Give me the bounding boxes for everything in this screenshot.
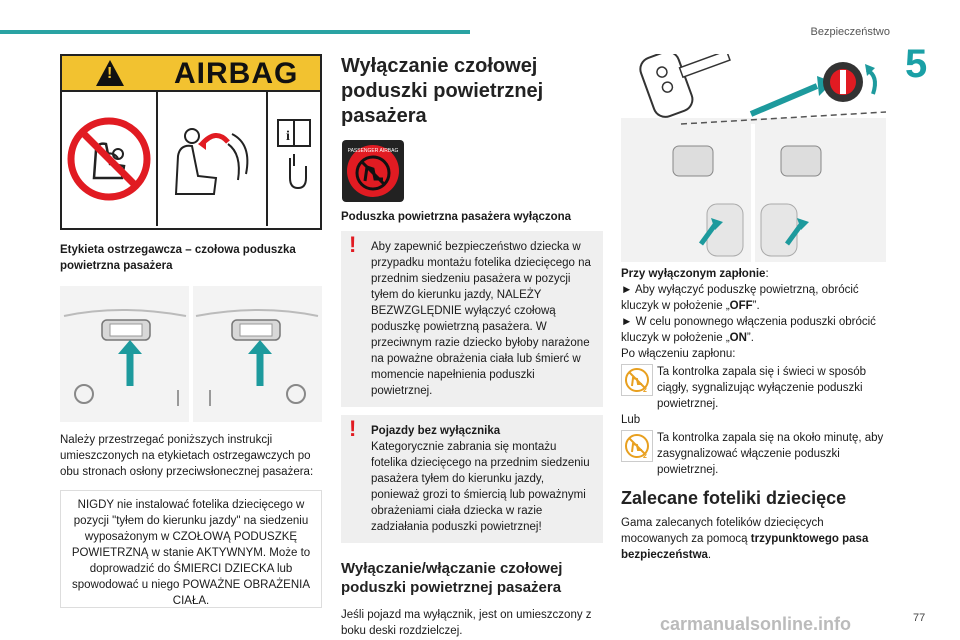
- airbag-warning-label: [60, 54, 322, 230]
- airbag-switch-illustration: [621, 54, 886, 262]
- child-seat-warning: NIGDY nie instalować fotelika dziecięcego w pozycji "tyłem do kierunku jazdy" na siedzeniu wyposażonym w CZOŁOWĄ PODUSZKĘ POWIETRZNĄ w stanie AKTYWNYM. Może to doprowadzić do ŚMIERCI DZIECKA lub spowodować u niego POWAŻNE OBRAŻENIA CIAŁA.: [60, 490, 322, 608]
- label-caption: Etykieta ostrzegawcza – czołowa poduszka powietrzna pasażera: [60, 244, 296, 272]
- page-number: 77: [913, 612, 926, 624]
- ignition-off-text: Przy wyłączonym zapłonie:: [621, 268, 769, 280]
- switch-location-text: Jeśli pojazd ma wyłącznik, jest on umieszczony z boku deski rozdzielczej.: [341, 609, 592, 637]
- sun-visor-illustration: [60, 286, 322, 422]
- svg-text:2: 2: [643, 453, 647, 460]
- indicator-on-text: Ta kontrolka zapala się na około minutę, aby zasygnalizować włączenie poduszki powietrznej.: [657, 432, 884, 476]
- after-ignition-text: Po włączeniu zapłonu:: [621, 348, 736, 360]
- indicator-row-on: [621, 430, 886, 478]
- airbag-label-header: ! AIRBAG: [62, 56, 320, 92]
- passenger-airbag-off-icon: [341, 139, 405, 203]
- airbag-off-caption: Poduszka powietrzna pasażera wyłączona: [341, 211, 572, 223]
- warning-icon: !: [349, 232, 357, 257]
- indicator-row-off: [621, 364, 886, 412]
- or-text: Lub: [621, 414, 641, 426]
- svg-text:i: i: [286, 129, 290, 144]
- watermark: carmanualsonline.info: [660, 614, 852, 634]
- recommended-seats-title: Zalecane foteliki dziecięce: [621, 488, 847, 508]
- step-disable: ► Aby wyłączyć poduszkę powietrzną, obrócić kluczyk w położenie „OFF”.: [621, 284, 859, 312]
- indicator-off-text: Ta kontrolka zapala się i świeci w sposób ciągły, sygnalizując wyłączenie poduszki powietrznej.: [657, 366, 867, 410]
- section-title: Bezpieczeństwo: [810, 26, 890, 38]
- no-switch-text: Kategorycznie zabrania się montażu fotelika dziecięcego na przednim siedzeniu pasażera tyłem do kierunku jazdy, ponieważ grozi to śmiercią lub poważnymi obrażeniami ciała dziecka w razie zadziałania poduszki powietrznej!: [371, 441, 590, 533]
- airbag-disable-title: Wyłączanie czołowej poduszki powietrznej pasażera: [341, 55, 544, 127]
- airbag-on-warning-light-icon: [621, 430, 653, 462]
- read-manual-icon: [268, 92, 320, 226]
- column-right: [621, 54, 886, 563]
- safety-note-text: Aby zapewnić bezpieczeństwo dziecka w przypadku montażu fotelika dziecięcego na przednim siedzeniu pasażera w pozycji tyłem do kierunku jazdy, NALEŻY BEZWZGLĘDNIE wyłączyć czołową poduszkę powietrzną pasażera. W przeciwnym razie dziecko byłoby narażone na poważne obrażenia ciała lub śmierć w momencie napełnienia poduszki powietrznej.: [371, 241, 591, 397]
- column-middle: [341, 54, 603, 639]
- chapter-number: 5: [905, 42, 928, 86]
- no-switch-title: Pojazdy bez wyłącznika: [371, 425, 501, 437]
- airbag-deploy-icon: [158, 92, 268, 226]
- column-left: [60, 54, 322, 608]
- safety-note-box: [341, 231, 603, 407]
- warning-icon: !: [349, 416, 357, 441]
- svg-text:PASSENGER AIRBAG: PASSENGER AIRBAG: [347, 148, 399, 154]
- airbag-label-word: AIRBAG: [174, 57, 299, 90]
- step-enable: ► W celu ponownego włączenia poduszki obrócić kluczyk w położenie „ON”.: [621, 316, 876, 344]
- no-switch-note-box: [341, 415, 603, 543]
- airbag-off-warning-light-icon: [621, 364, 653, 396]
- prohibited-child-seat-icon: [62, 92, 158, 226]
- svg-text:2: 2: [643, 387, 647, 394]
- toggle-airbag-subtitle: Wyłączanie/włączanie czołowej poduszki powietrznej pasażera: [341, 560, 563, 596]
- recommended-seats-text: Gama zalecanych fotelików dziecięcych mocowanych za pomocą trzypunktowego pasa bezpieczeństwa.: [621, 517, 869, 561]
- instructions-text: Należy przestrzegać poniższych instrukcji umieszczonych na etykietach ostrzegawczych po obu stronach osłony przeciwsłonecznej pasażera:: [60, 434, 314, 478]
- header-accent-bar: [0, 30, 470, 34]
